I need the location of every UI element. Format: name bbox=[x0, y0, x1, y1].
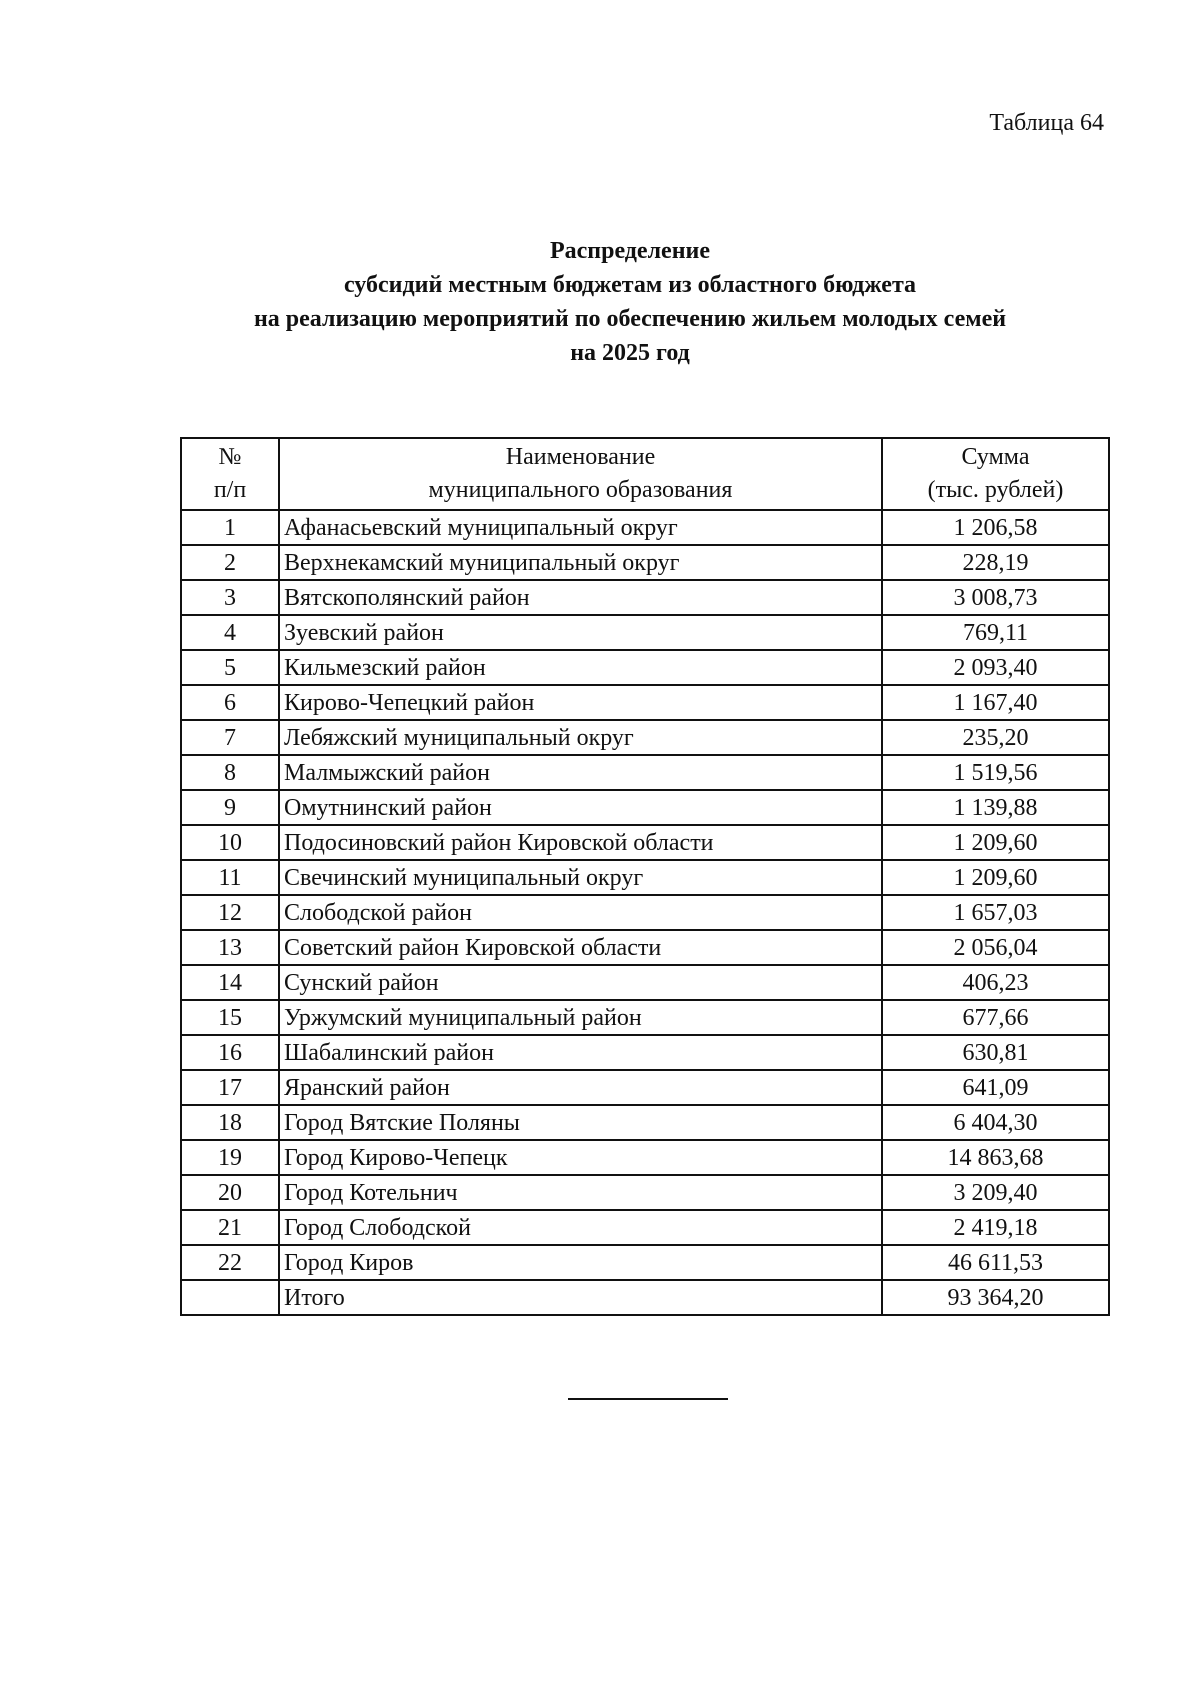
row-number: 18 bbox=[181, 1105, 279, 1140]
subsidy-amount: 3 008,73 bbox=[882, 580, 1109, 615]
table-row bbox=[181, 965, 1109, 1000]
row-number: 3 bbox=[181, 580, 279, 615]
row-number: 13 bbox=[181, 930, 279, 965]
table-row bbox=[181, 685, 1109, 720]
header-name-line-1: Наименование bbox=[505, 444, 656, 470]
municipality-name: Сунский район bbox=[279, 965, 882, 1000]
row-number: 19 bbox=[181, 1140, 279, 1175]
municipality-name: Яранский район bbox=[279, 1070, 882, 1105]
table-row bbox=[181, 860, 1109, 895]
table-row bbox=[181, 650, 1109, 685]
row-number: 10 bbox=[181, 825, 279, 860]
table-row bbox=[181, 930, 1109, 965]
table-header-row bbox=[181, 438, 1109, 510]
table-row bbox=[181, 1140, 1109, 1175]
row-number: 17 bbox=[181, 1070, 279, 1105]
row-number: 20 bbox=[181, 1175, 279, 1210]
municipality-name: Город Котельнич bbox=[279, 1175, 882, 1210]
subsidy-amount: 3 209,40 bbox=[882, 1175, 1109, 1210]
header-sum-line-2: (тыс. рублей) bbox=[927, 477, 1064, 503]
municipality-name: Свечинский муниципальный округ bbox=[279, 860, 882, 895]
subsidy-amount: 14 863,68 bbox=[882, 1140, 1109, 1175]
table-row bbox=[181, 1000, 1109, 1035]
table-row bbox=[181, 755, 1109, 790]
table-row bbox=[181, 825, 1109, 860]
table-row bbox=[181, 510, 1109, 545]
subsidy-amount: 6 404,30 bbox=[882, 1105, 1109, 1140]
subsidy-amount: 46 611,53 bbox=[882, 1245, 1109, 1280]
header-number-line-2: п/п bbox=[213, 477, 247, 503]
municipality-name: Слободской район bbox=[279, 895, 882, 930]
subsidy-amount: 1 167,40 bbox=[882, 685, 1109, 720]
row-number: 16 bbox=[181, 1035, 279, 1070]
header-number bbox=[181, 438, 279, 510]
municipality-name: Верхнекамский муниципальный округ bbox=[279, 545, 882, 580]
header-name-line-2: муниципального образования bbox=[428, 477, 733, 503]
table-number-label: Таблица 64 bbox=[989, 110, 1104, 136]
table-row bbox=[181, 1070, 1109, 1105]
header-sum bbox=[882, 438, 1109, 510]
municipality-name: Шабалинский район bbox=[279, 1035, 882, 1070]
end-rule bbox=[568, 1398, 728, 1400]
row-number bbox=[181, 1280, 279, 1315]
table-row bbox=[181, 720, 1109, 755]
total-row bbox=[181, 1280, 1109, 1315]
municipality-name: Малмыжский район bbox=[279, 755, 882, 790]
row-number: 9 bbox=[181, 790, 279, 825]
table-row bbox=[181, 1245, 1109, 1280]
subsidy-amount: 2 419,18 bbox=[882, 1210, 1109, 1245]
row-number: 15 bbox=[181, 1000, 279, 1035]
subsidy-amount: 1 657,03 bbox=[882, 895, 1109, 930]
row-number: 2 bbox=[181, 545, 279, 580]
municipality-name: Зуевский район bbox=[279, 615, 882, 650]
subsidy-amount: 641,09 bbox=[882, 1070, 1109, 1105]
subsidy-amount: 1 209,60 bbox=[882, 860, 1109, 895]
table-row bbox=[181, 1175, 1109, 1210]
title-line-2: субсидий местным бюджетам из областного бюджета bbox=[343, 272, 917, 298]
row-number: 8 bbox=[181, 755, 279, 790]
table-row bbox=[181, 545, 1109, 580]
table-body bbox=[181, 510, 1109, 1315]
subsidy-amount: 406,23 bbox=[882, 965, 1109, 1000]
subsidy-amount: 235,20 bbox=[882, 720, 1109, 755]
municipality-name: Лебяжский муниципальный округ bbox=[279, 720, 882, 755]
table-row bbox=[181, 580, 1109, 615]
municipality-name: Итого bbox=[279, 1280, 882, 1315]
row-number: 1 bbox=[181, 510, 279, 545]
subsidy-amount: 1 519,56 bbox=[882, 755, 1109, 790]
row-number: 12 bbox=[181, 895, 279, 930]
subsidy-table bbox=[180, 437, 1110, 1316]
municipality-name: Омутнинский район bbox=[279, 790, 882, 825]
municipality-name: Город Вятские Поляны bbox=[279, 1105, 882, 1140]
title-line-3: на реализацию мероприятий по обеспечению жильем молодых семей bbox=[253, 306, 1007, 332]
subsidy-amount: 93 364,20 bbox=[882, 1280, 1109, 1315]
row-number: 11 bbox=[181, 860, 279, 895]
table-row bbox=[181, 895, 1109, 930]
table-row bbox=[181, 790, 1109, 825]
municipality-name: Кильмезский район bbox=[279, 650, 882, 685]
subsidy-amount: 769,11 bbox=[882, 615, 1109, 650]
subsidy-amount: 228,19 bbox=[882, 545, 1109, 580]
title-line-4: на 2025 год bbox=[570, 340, 690, 366]
row-number: 6 bbox=[181, 685, 279, 720]
row-number: 14 bbox=[181, 965, 279, 1000]
municipality-name: Вятскополянский район bbox=[279, 580, 882, 615]
municipality-name: Город Киров bbox=[279, 1245, 882, 1280]
header-sum-line-1: Сумма bbox=[961, 444, 1030, 470]
municipality-name: Кирово-Чепецкий район bbox=[279, 685, 882, 720]
subsidy-amount: 2 056,04 bbox=[882, 930, 1109, 965]
subsidy-amount: 1 139,88 bbox=[882, 790, 1109, 825]
subsidy-amount: 1 209,60 bbox=[882, 825, 1109, 860]
header-number-line-1: № bbox=[218, 444, 242, 470]
subsidy-amount: 677,66 bbox=[882, 1000, 1109, 1035]
row-number: 21 bbox=[181, 1210, 279, 1245]
municipality-name: Город Кирово-Чепецк bbox=[279, 1140, 882, 1175]
row-number: 5 bbox=[181, 650, 279, 685]
subsidy-amount: 2 093,40 bbox=[882, 650, 1109, 685]
table-row bbox=[181, 615, 1109, 650]
header-name bbox=[279, 438, 882, 510]
municipality-name: Город Слободской bbox=[279, 1210, 882, 1245]
document-title bbox=[150, 234, 1110, 370]
row-number: 4 bbox=[181, 615, 279, 650]
row-number: 22 bbox=[181, 1245, 279, 1280]
table-row bbox=[181, 1105, 1109, 1140]
municipality-name: Афанасьевский муниципальный округ bbox=[279, 510, 882, 545]
municipality-name: Уржумский муниципальный район bbox=[279, 1000, 882, 1035]
title-line-1: Распределение bbox=[549, 238, 711, 264]
table-row bbox=[181, 1210, 1109, 1245]
municipality-name: Подосиновский район Кировской области bbox=[279, 825, 882, 860]
table-row bbox=[181, 1035, 1109, 1070]
subsidy-amount: 630,81 bbox=[882, 1035, 1109, 1070]
subsidy-amount: 1 206,58 bbox=[882, 510, 1109, 545]
row-number: 7 bbox=[181, 720, 279, 755]
municipality-name: Советский район Кировской области bbox=[279, 930, 882, 965]
